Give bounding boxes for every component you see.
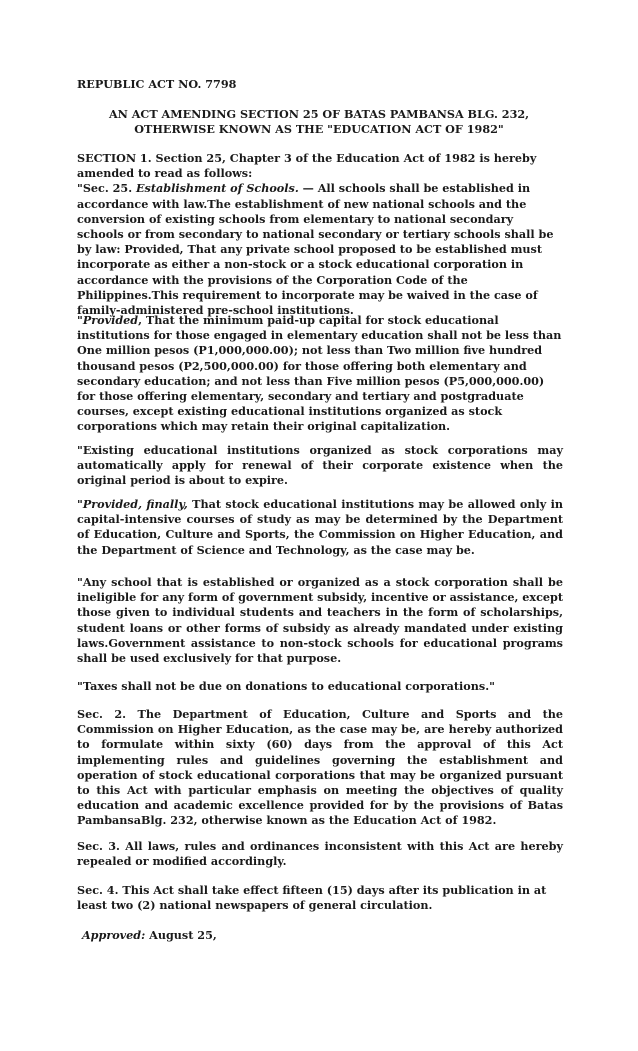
provided-quote: " (77, 313, 83, 327)
existing-paragraph: "Existing educational institutions organized as stock corporations may automatically apply for renewal of their corporate existence when the original period is about to expire. (77, 443, 563, 488)
section-3: Sec. 3. All laws, rules and ordinances inconsistent with this Act are hereby repealed or modified accordingly. (77, 839, 563, 869)
approved-line (82, 928, 568, 943)
section-1-intro: SECTION 1. Section 25, Chapter 3 of the Education Act of 1982 is hereby amended to read as follows: (77, 151, 537, 181)
provided-text: , That the minimum paid-up capital for stock educational institutions for those engaged in elementary education shall not be less than One million pesos (P1,000,000.00); not less than Two million five hundred thousand pesos (P2,500,000.00) for those offering both elementary and secondary education; and not less than Five million pesos (P5,000,000.00) for those offering elementary, secondary and tertiary and postgraduate courses, except existing educational institutions organized as stock corporations which may retain their original capitalization. (77, 313, 562, 434)
sec-25-label: "Sec. 25. (77, 181, 133, 196)
provided-paragraph (77, 313, 563, 435)
section-2: Sec. 2. The Department of Education, Culture and Sports and the Commission on Higher Education, as the case may be, are hereby authorized to formulate within sixty (60) days from the approval of this Act implementing rules and guidelines governing the establishment and operation of stock educational corporations that may be organized pursuant to this Act with particular emphasis on meeting the objectives of quality education and academic excellence provided for by the provisions of Batas PambansaBlg. 232, otherwise known as the Education Act of 1982. (77, 707, 563, 828)
approved-label: Approved: (82, 928, 146, 942)
sec-25-heading: Establishment of Schools. (136, 181, 299, 196)
any-school-paragraph: "Any school that is established or organized as a stock corporation shall be ineligible for any form of government subsidy, incentive or assistance, except those given to individual students and teachers in the form of scholarships, student loans or other forms of subsidy as already mandated under existing laws.Government assistance to non-stock schools for educational programs shall be used exclusively for that purpose. (77, 575, 563, 666)
section-1 (77, 151, 563, 318)
sec-25-paragraph (77, 181, 563, 318)
provided-finally-quote: " (77, 497, 83, 511)
section-4: Sec. 4. This Act shall take effect fifteen (15) days after its publication in at least two (2) national newspapers of general circulation. (77, 883, 547, 913)
sec-25-body: — All schools shall be established in accordance with law.The establishment of new national schools and the conversion of existing schools from elementary to national secondary schools or from secondary to national secondary or tertiary schools shall be by law: Provided, That any private school proposed to be established must incorporate as either a non-stock or a stock educational corporation in accordance with the provisions of the Corporation Code of the Philippines.This requirement to incorporate may be waived in the case of family-administered pre-school institutions. (77, 181, 554, 318)
provided-finally-emphasis: Provided, finally, (82, 497, 188, 511)
provided-finally-text: That stock educational institutions may be allowed only in capital-intensive courses of study as may be determined by the Department of Education, Culture and Sports, the Commission on Higher Education, and the Department of Science and Technology, as the case may be. (77, 497, 563, 557)
provided-emphasis: Provided (82, 313, 139, 327)
approved-date: August 25, (145, 928, 217, 942)
provided-finally-paragraph (77, 497, 563, 558)
act-number: REPUBLIC ACT NO. 7798 (77, 77, 237, 91)
taxes-paragraph: "Taxes shall not be due on donations to educational corporations." (77, 679, 495, 693)
act-title: AN ACT AMENDING SECTION 25 OF BATAS PAMBANSA BLG. 232, OTHERWISE KNOWN AS THE "EDUCATION ACT OF 1982" (108, 107, 530, 137)
